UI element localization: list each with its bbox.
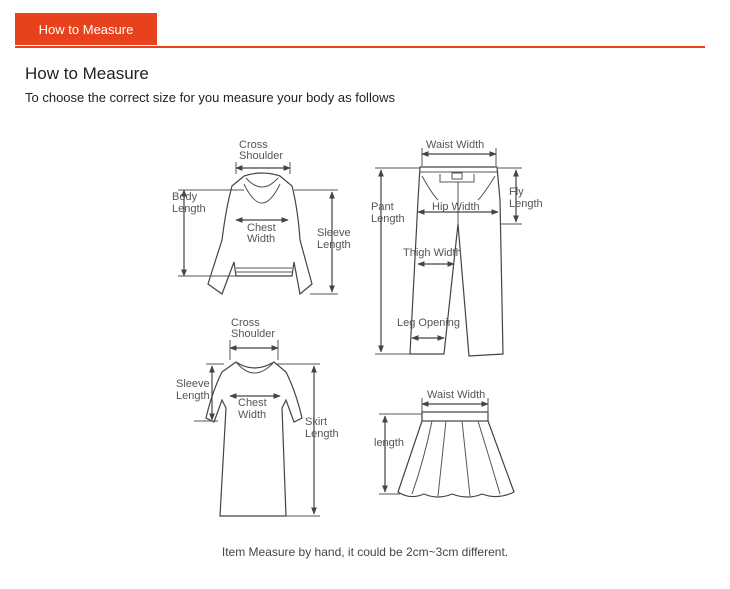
skirt-length-label: length <box>374 437 404 449</box>
pants-waist-width-label: Waist Width <box>426 139 485 151</box>
shirt-cross-shoulder-measure <box>236 162 290 174</box>
page-title: How to Measure <box>25 64 149 83</box>
pants-fly-length-label: Fly Length <box>509 186 543 210</box>
shirt-sleeve-length-label: Sleeve Length <box>317 227 351 251</box>
dress-sleeve-length-label: Sleeve Length <box>176 378 210 402</box>
dress-figure <box>206 362 302 516</box>
dress-cross-shoulder-label: Cross Shoulder <box>231 317 276 340</box>
pants-leg-opening-label: Leg Opening <box>397 317 460 329</box>
skirt-waist-width-label: Waist Width <box>427 389 486 401</box>
dress-skirt-length-label: Skirt Length <box>305 416 339 440</box>
tab-how-to-measure[interactable]: How to Measure <box>15 13 157 45</box>
skirt-figure <box>398 412 514 497</box>
page-subtitle: To choose the correct size for you measure your body as follows <box>25 90 395 105</box>
dress-cross-shoulder-measure <box>230 340 278 360</box>
measure-disclaimer: Item Measure by hand, it could be 2cm~3cm different. <box>221 545 509 559</box>
shirt-body-length-label: Body Length <box>172 191 206 215</box>
dress-chest-width-label: Chest Width <box>238 397 267 421</box>
pants-pant-length-label: Pant Length <box>371 201 405 225</box>
shirt-chest-width-label: Chest Width <box>247 222 276 245</box>
shirt-cross-shoulder-label: Cross Shoulder <box>239 139 284 162</box>
pants-hip-width-label: Hip Width <box>432 201 480 213</box>
pants-thigh-width-label: Thigh Width <box>403 247 462 259</box>
